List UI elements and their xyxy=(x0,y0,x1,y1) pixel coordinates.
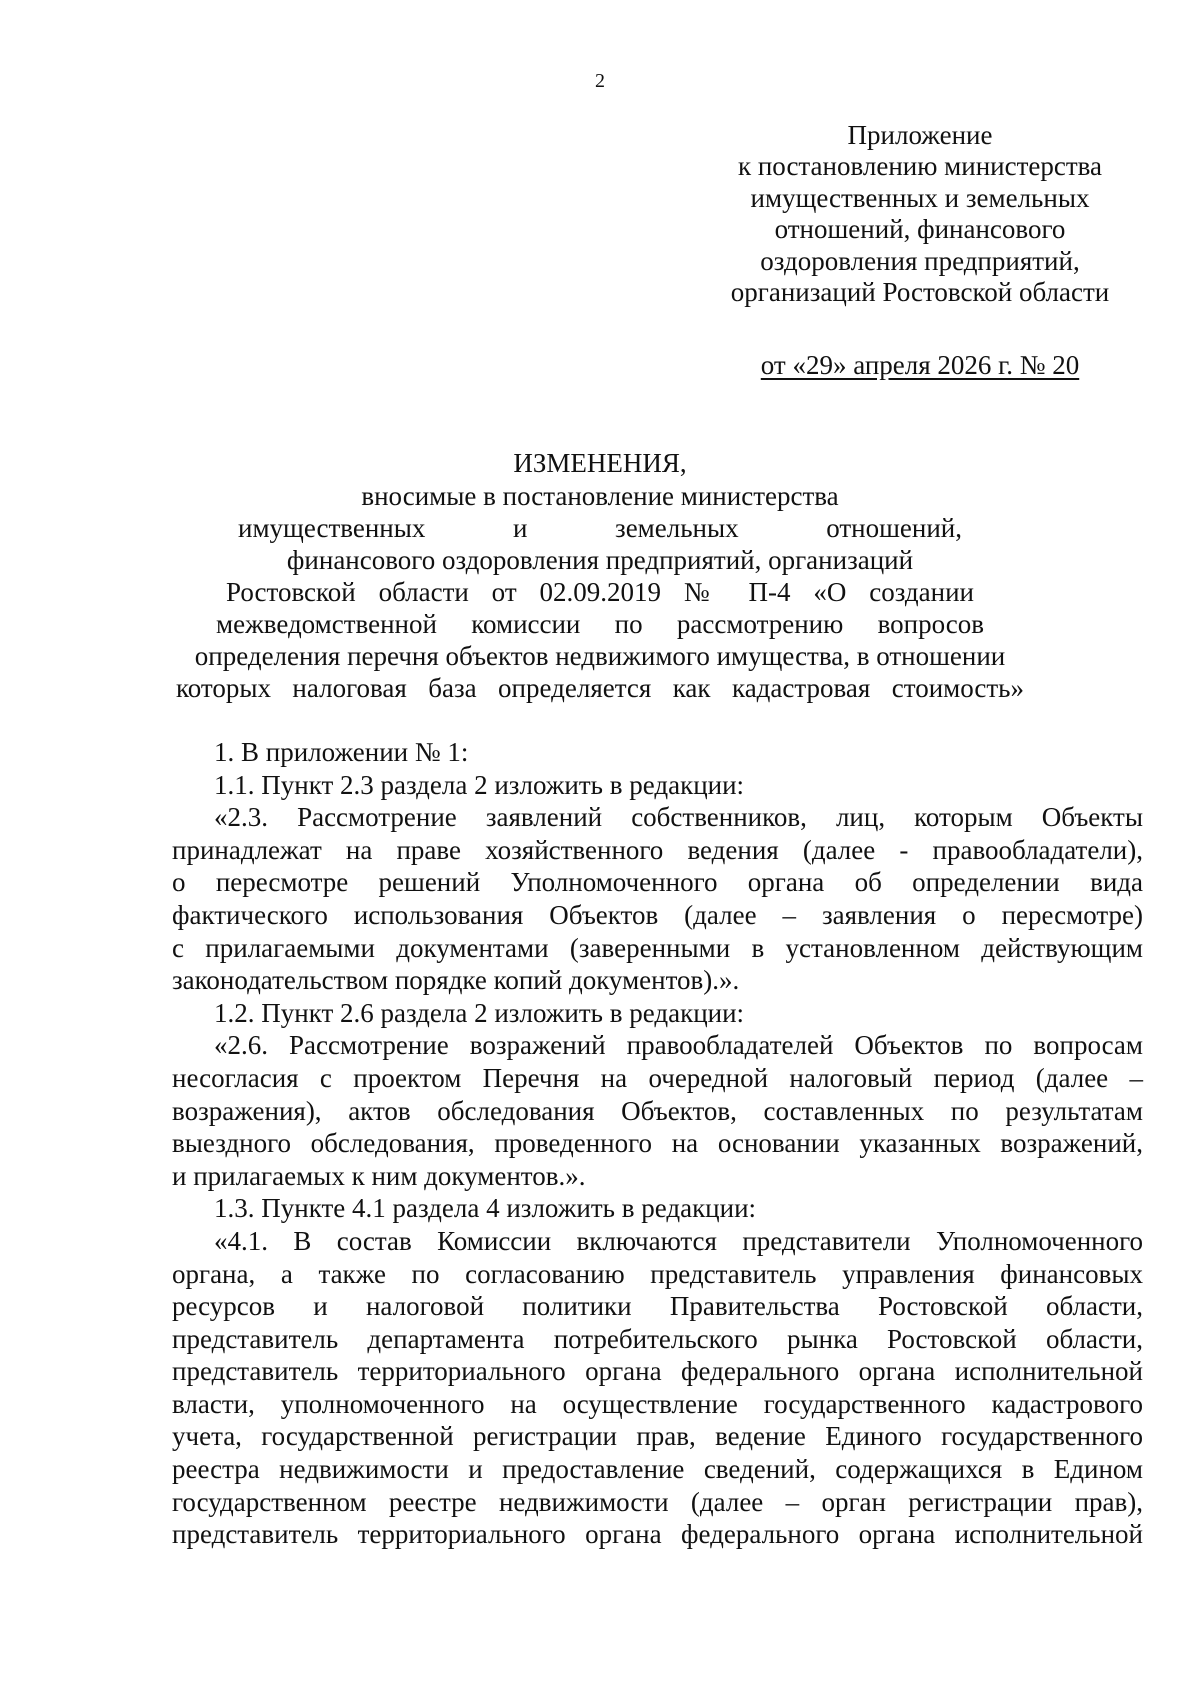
body-line: органа, а также по согласованию представитель управления финансовых xyxy=(172,1258,1143,1289)
body-line: о пересмотре решений Уполномоченного органа об определении вида xyxy=(172,867,1143,898)
title-main: ИЗМЕНЕНИЯ, xyxy=(513,448,687,478)
body-line: представитель территориального органа федерального органа исполнительной xyxy=(172,1519,1143,1550)
subtitle-line: финансового оздоровления предприятий, организаций xyxy=(286,545,914,575)
document-title xyxy=(0,448,1200,480)
body-line: представитель департамента потребительского рынка Ростовской области, xyxy=(172,1323,1143,1354)
body-line: власти, уполномоченного на осуществление государственного кадастрового xyxy=(172,1388,1143,1419)
document-body xyxy=(172,736,1143,1551)
annex-header xyxy=(700,120,1140,308)
body-line: «2.6. Рассмотрение возражений правообладателей Объектов по вопросам xyxy=(214,1030,1143,1061)
body-line: принадлежат на праве хозяйственного ведения (далее - правообладатели), xyxy=(172,834,1143,865)
annex-line: оздоровления предприятий, xyxy=(760,245,1080,276)
body-line: выездного обследования, проведенного на основании указанных возражений, xyxy=(172,1128,1143,1159)
body-line: возражения), актов обследования Объектов, составленных по результатам xyxy=(172,1095,1143,1126)
subtitle-line: определения перечня объектов недвижимого имущества, в отношении xyxy=(194,641,1006,671)
annex-line: Приложение xyxy=(847,120,993,150)
subtitle-line: имущественных и земельных отношений, xyxy=(238,513,962,543)
body-line: реестра недвижимости и предоставление сведений, содержащихся в Едином xyxy=(172,1454,1143,1485)
body-line: с прилагаемыми документами (заверенными в установленном действующим xyxy=(172,932,1143,963)
body-line: законодательством порядке копий документов).». xyxy=(172,965,740,996)
body-line: «4.1. В состав Комиссии включаются представители Уполномоченного xyxy=(214,1225,1143,1256)
annex-line: отношений, финансового xyxy=(774,214,1066,245)
body-line: 1.2. Пункт 2.6 раздела 2 изложить в редакции: xyxy=(214,997,745,1028)
body-line: несогласия с проектом Перечня на очередной налоговый период (далее – xyxy=(172,1062,1143,1093)
body-line: 1. В приложении № 1: xyxy=(214,737,469,767)
subtitle-line: межведомственной комиссии по рассмотрению вопросов xyxy=(216,609,984,639)
body-line: 1.3. Пункте 4.1 раздела 4 изложить в редакции: xyxy=(214,1193,757,1224)
annex-date-text: от «29» апреля 2026 г. № 20 xyxy=(760,350,1080,380)
body-line: и прилагаемых к ним документов.». xyxy=(172,1160,586,1191)
annex-line: организаций Ростовской области xyxy=(730,277,1110,308)
subtitle-line: вносимые в постановление министерства xyxy=(361,481,839,511)
body-line: государственном реестре недвижимости (далее – орган регистрации прав), xyxy=(172,1486,1143,1517)
document-subtitle xyxy=(172,480,1028,704)
body-line: фактического использования Объектов (далее – заявления о пересмотре) xyxy=(172,899,1143,930)
page-number: 2 xyxy=(595,70,605,92)
body-line: ресурсов и налоговой политики Правительства Ростовской области, xyxy=(172,1291,1143,1322)
body-line: 1.1. Пункт 2.3 раздела 2 изложить в редакции: xyxy=(214,769,745,800)
subtitle-line: Ростовской области от 02.09.2019 № П-4 «О создании xyxy=(226,577,974,607)
annex-date xyxy=(700,350,1140,381)
body-line: учета, государственной регистрации прав, ведение Единого государственного xyxy=(172,1421,1143,1452)
body-line: «2.3. Рассмотрение заявлений собственников, лиц, которым Объекты xyxy=(214,802,1143,833)
annex-line: к постановлению министерства xyxy=(737,151,1103,182)
annex-line: имущественных и земельных xyxy=(750,182,1090,213)
subtitle-line: которых налоговая база определяется как кадастровая стоимость» xyxy=(176,673,1024,703)
body-line: представитель территориального органа федерального органа исполнительной xyxy=(172,1356,1143,1387)
